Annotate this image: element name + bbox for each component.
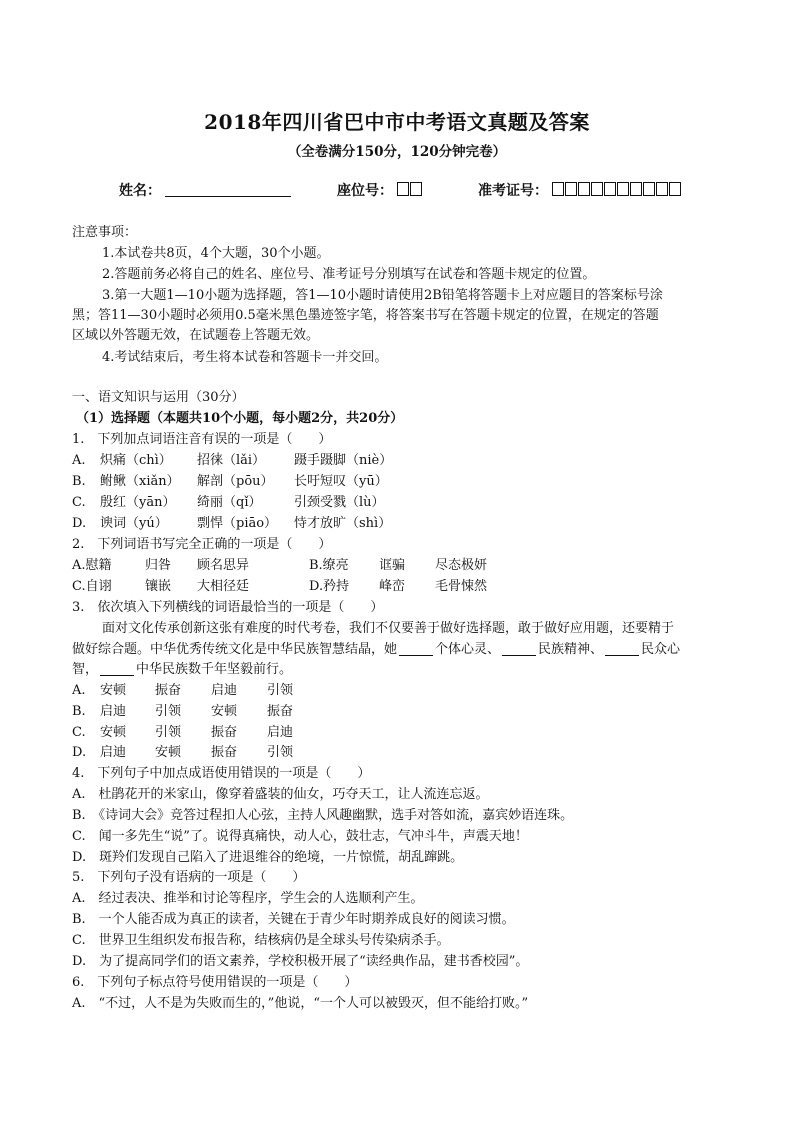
exam-page: 2018年四川省巴中市中考语文真题及答案 （全卷满分150分，120分钟完卷） 姓名： 座位号： 准考证号： 注意事项： 1.本试卷共8页，4个大题，30个小题。 2.答题前务必将自己的姓名、座位号、准考证号分别填写在试卷和答题卡规定的位置。 3.第一大题1—10小题为选择题，答1—10小题时请使用2B铅笔将答题卡上对应题目的答案标号涂 黑；答11—30小题时必须用0.5毫米黑色墨迹签字笔，将答案书写在答题卡规定的位置，在规定的答题 区域以外答题无效，在试题卷上答题无效。 4.考试结束后，考生将本试卷和答题卡一并交回。 一、语文知识与运用（30分） （1）选择题（本题共10个小题，每小题2分，共20分） 1. 下列加点词语注音有误的一项是（ ） A. 炽痛（chì） 招徕（lǎi） 蹑手蹑脚（niè） B. 鲋鳅（xiǎn） 解剖（pōu） 长吁短叹（yū） C. 殷红（yān） 绮丽（qǐ） 引颈受戮（lù） D. 谀词（yú） 剽悍（piāo） 恃才放旷（shì） 2. 下列词语书写完全正确的一项是（ ） A.慰籍 归咎 顾名思异 B.缭亮 诓骗 尽态极妍 C.自诩 镶嵌 大相径廷 D.矜持 峰峦 毛骨悚然 3. 依次填入下列横线的词语最恰当的一项是（ ） 面对文化传承创新这张有难度的时代考卷，我们不仅要善于做好选择题，敢于做好应用题，还要精于 做好综合题。中华优秀传统文化是中华民族智慧结晶，她 个体心灵、 民族精神、 民众心 智， 中华民族数千年坚毅前行。 A. 安顿 振奋 启迪 引领 B. 启迪 引领 安顿 振奋 C. 安顿 引领 振奋 启迪 D. 启迪 安顿 振奋 引领 4. 下列句子中加点成语使用错误的一项是（ ） A. 杜鹃花开的米家山，像穿着盛装的仙女，巧夺天工，让人流连忘返。 B. 《诗词大会》竞答过程扣人心弦，主持人风趣幽默，选手对答如流，嘉宾妙语连珠。 C. 闻一多先生“说”了。说得真痛快，动人心，鼓壮志，气冲斗牛，声震天地！ D. 斑羚们发现自己陷入了进退维谷的绝境，一片惊慌，胡乱蹿跳。 5. 下列句子没有语病的一项是（ ） A. 经过表决、推举和讨论等程序，学生会的人选顺利产生。 B. 一个人能否成为真正的读者，关键在于青少年时期养成良好的阅读习惯。 C. 世界卫生组织发布报告称，结核病仍是全球头号传染病杀手。 D. 为了提高同学们的语文素养，学校积极开展了“读经典作品，建书香校园”。 6. 下列句子标点符号使用错误的一项是（ ） A. “不过，人不是为失败而生的，”他说，“一个人可以被毁灭，但不能给打败。” — [0, 0, 794, 1123]
seat-field — [337, 180, 422, 200]
notice-item: 1.本试卷共8页，4个大题，30个小题。 — [102, 246, 330, 261]
passage-line: 智， 中华民族数千年坚毅前行。 — [72, 662, 293, 677]
name-field — [119, 180, 291, 200]
question-stem: 5. 下列句子没有语病的一项是（ ） — [72, 870, 306, 885]
student-info-row — [0, 180, 794, 202]
passage-line: 面对文化传承创新这张有难度的时代考卷，我们不仅要善于做好选择题，敢于做好应用题，还要精于 — [102, 621, 675, 636]
q4-option-b: B. 《诗词大会》竞答过程扣人心弦，主持人风趣幽默，选手对答如流，嘉宾妙语连珠。 — [72, 808, 574, 823]
q5-option-a: A. 经过表决、推举和讨论等程序，学生会的人选顺利产生。 — [72, 891, 424, 906]
q4-option-c: C. 闻一多先生“说”了。说得真痛快，动人心，鼓壮志，气冲斗牛，声震天地！ — [72, 829, 528, 844]
notice-item: 4.考试结束后，考生将本试卷和答题卡一并交回。 — [102, 350, 388, 365]
fill-blank — [100, 661, 134, 676]
notice-item: 3.第一大题1—10小题为选择题，答1—10小题时请使用2B铅笔将答题卡上对应题目的答案标号涂 — [102, 288, 663, 303]
page-subtitle: （全卷满分150分，120分钟完卷） — [287, 144, 507, 160]
question-stem: 2. 下列词语书写完全正确的一项是（ ） — [72, 537, 332, 552]
notice-item: 区域以外答题无效，在试题卷上答题无效。 — [72, 328, 320, 343]
question-stem: 1. 下列加点词语注音有误的一项是（ ） — [72, 432, 332, 447]
question-stem: 4. 下列句子中加点成语使用错误的一项是（ ） — [72, 766, 371, 781]
seat-boxes — [396, 183, 422, 199]
name-blank — [165, 182, 291, 197]
page-title: 2018年四川省巴中市中考语文真题及答案 — [204, 110, 590, 134]
notice-item: 2.答题前务必将自己的姓名、座位号、准考证号分别填写在试卷和答题卡规定的位置。 — [102, 267, 596, 282]
ticket-field — [478, 180, 681, 200]
fill-blank — [502, 641, 536, 656]
q5-option-d: D. 为了提高同学们的语文素养，学校积极开展了“读经典作品，建书香校园”。 — [72, 954, 529, 969]
notice-heading: 注意事项： — [72, 225, 138, 240]
name-label: 姓名： — [119, 183, 161, 199]
sub-heading: （1）选择题（本题共10个小题，每小题2分，共20分） — [76, 411, 404, 426]
question-stem: 3. 依次填入下列横线的词语最恰当的一项是（ ） — [72, 600, 384, 615]
q5-option-b: B. 一个人能否成为真正的读者，关键在于青少年时期养成良好的阅读习惯。 — [72, 912, 515, 927]
q4-option-a: A. 杜鹃花开的米家山，像穿着盛装的仙女，巧夺天工，让人流连忘返。 — [72, 787, 489, 802]
section-heading: 一、语文知识与运用（30分） — [72, 390, 245, 405]
fill-blank — [399, 641, 433, 656]
q6-option-a: A. “不过，人不是为失败而生的，”他说，“一个人可以被毁灭，但不能给打败。” — [72, 996, 529, 1011]
ticket-label: 准考证号： — [478, 183, 548, 199]
seat-label: 座位号： — [337, 183, 393, 199]
question-stem: 6. 下列句子标点符号使用错误的一项是（ ） — [72, 975, 358, 990]
q4-option-d: D. 斑羚们发现自己陷入了进退维谷的绝境，一片惊慌，胡乱蹿跳。 — [72, 850, 464, 865]
notice-item: 黑；答11—30小题时必须用0.5毫米黑色墨迹签字笔，将答案书写在答题卡规定的位置，在规定的答题 — [72, 308, 659, 323]
fill-blank — [605, 641, 639, 656]
passage-line: 做好综合题。中华优秀传统文化是中华民族智慧结晶，她 个体心灵、 民族精神、 民众心 — [72, 642, 681, 657]
q5-option-c: C. 世界卫生组织发布报告称，结核病仍是全球头号传染病杀手。 — [72, 933, 450, 948]
ticket-boxes — [551, 183, 681, 199]
